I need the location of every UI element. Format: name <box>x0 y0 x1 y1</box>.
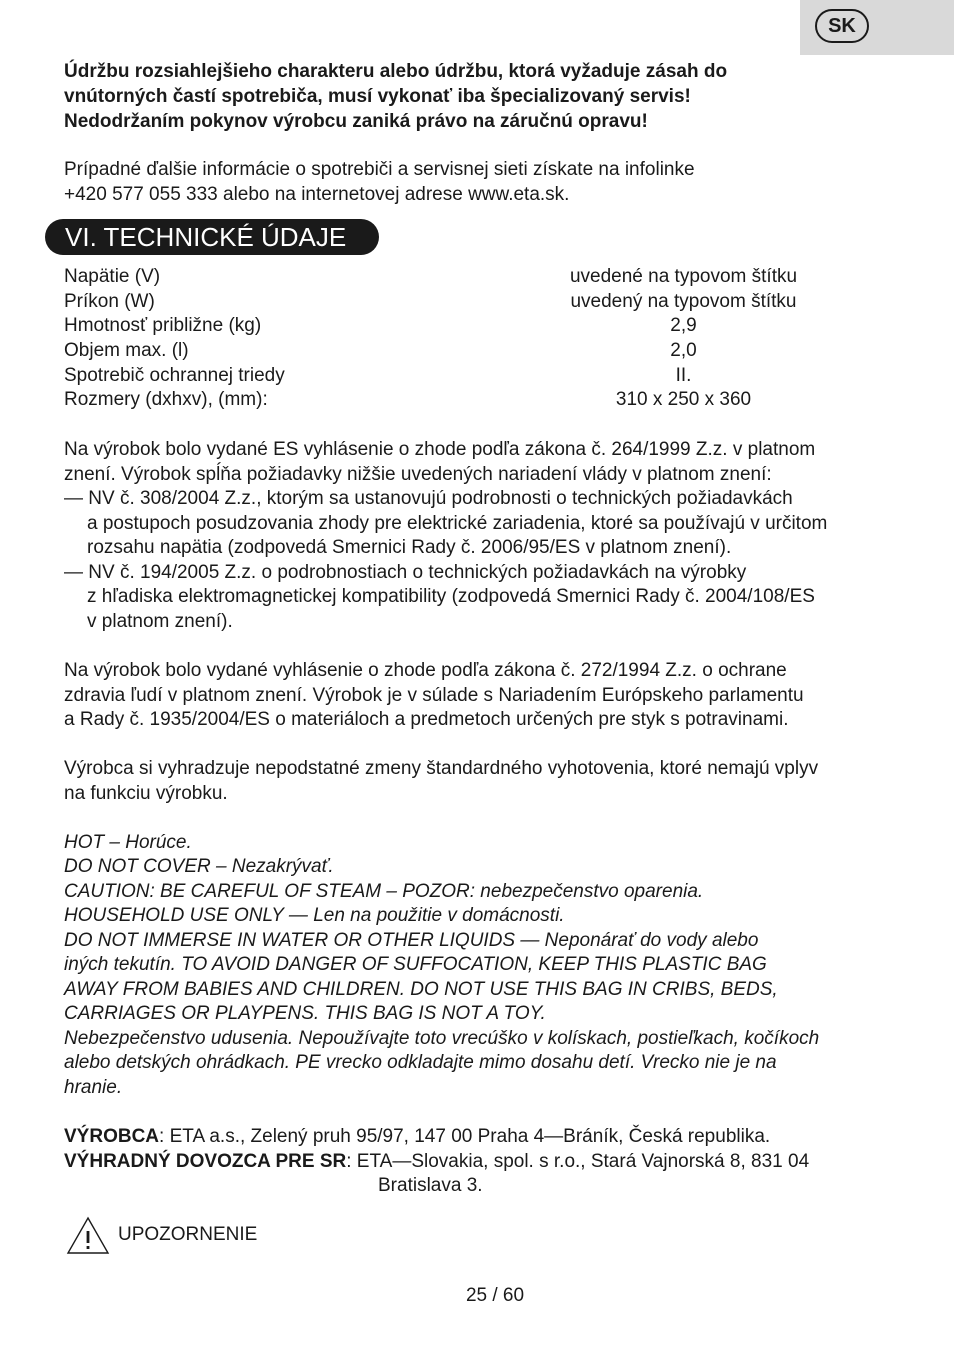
italic-line-11: hranie. <box>64 1077 123 1098</box>
spec-label: Spotrebič ochrannej triedy <box>64 364 285 386</box>
importer-label: VÝHRADNÝ DOVOZCA PRE SR <box>64 1151 347 1172</box>
health-line-3: a Rady č. 1935/2004/ES o materiáloch a predmetoch určených pre styk s potravinami. <box>64 709 789 730</box>
spec-value: 2,9 <box>670 315 697 337</box>
warning-line-1: Údržbu rozsiahlejšieho charakteru alebo údržbu, ktorá vyžaduje zásah do <box>64 61 728 82</box>
spec-label: Hmotnosť približne (kg) <box>64 315 262 337</box>
spec-label: Rozmery (dxhxv), (mm): <box>64 389 268 411</box>
spec-value: uvedený na typovom štítku <box>570 290 797 312</box>
section-heading-text: VI. TECHNICKÉ ÚDAJE <box>65 222 347 252</box>
italic-line-3: CAUTION: BE CAREFUL OF STEAM – POZOR: nebezpečenstvo oparenia. <box>64 881 704 902</box>
importer-text: : ETA—Slovakia, spol. s r.o., Stará Vajnorská 8, 831 04 <box>346 1151 810 1172</box>
manufacturer-line <box>64 1125 770 1150</box>
spec-row <box>64 290 884 315</box>
info-line-1: Prípadné ďalšie informácie o spotrebiči a servisnej sieti získate na infolinke <box>64 159 695 180</box>
es-line-1: Na výrobok bolo vydané ES vyhlásenie o zhode podľa zákona č. 264/1999 Z.z. v platnom <box>64 439 816 460</box>
italic-line-4: HOUSEHOLD USE ONLY — Len na použitie v domácnosti. <box>64 905 565 926</box>
info-line-2: +420 577 055 333 alebo na internetovej adrese www.eta.sk. <box>64 184 570 205</box>
warning-line-3: Nedodržaním pokynov výrobcu zaniká právo na záručnú opravu! <box>64 111 648 132</box>
italic-line-2: DO NOT COVER – Nezakrývať. <box>64 856 334 877</box>
es-line-8: v platnom znení). <box>87 611 233 632</box>
warning-triangle-icon <box>66 1216 110 1256</box>
spec-row <box>64 265 884 290</box>
manufacturer-text: : ETA a.s., Zelený pruh 95/97, 147 00 Praha 4—Bráník, Česká republika. <box>159 1126 771 1147</box>
changes-line-1: Výrobca si vyhradzuje nepodstatné zmeny štandardného vyhotovenia, ktoré nemajú vplyv <box>64 758 819 779</box>
spec-row <box>64 364 884 389</box>
manufacturer-label: VÝROBCA <box>64 1126 160 1147</box>
importer-line <box>64 1150 809 1175</box>
spec-value: 310 x 250 x 360 <box>615 389 752 411</box>
italic-line-6: iných tekutín. TO AVOID DANGER OF SUFFOCATION, KEEP THIS PLASTIC BAG <box>64 954 767 975</box>
language-badge: SK <box>815 9 869 43</box>
changes-line-2: na funkciu výrobku. <box>64 783 228 804</box>
health-line-1: Na výrobok bolo vydané vyhlásenie o zhode podľa zákona č. 272/1994 Z.z. o ochrane <box>64 660 787 681</box>
spec-row <box>64 388 884 413</box>
spec-label: Napätie (V) <box>64 266 161 287</box>
language-tab <box>800 0 954 55</box>
italic-line-8: CARRIAGES OR PLAYPENS. THIS BAG IS NOT A TOY. <box>64 1003 546 1024</box>
specs-table <box>64 265 884 413</box>
es-line-6: — NV č. 194/2005 Z.z. o podrobnostiach o technických požiadavkách na výrobky <box>64 562 747 583</box>
spec-row <box>64 339 884 364</box>
italic-line-9: Nebezpečenstvo udusenia. Nepoužívajte toto vrecúško v kolískach, postieľkach, kočíkoch <box>64 1028 820 1049</box>
warning-label: UPOZORNENIE <box>118 1224 258 1245</box>
italic-line-10: alebo detských ohrádkach. PE vrecko odkladajte mimo dosahu detí. Vrecko nie je na <box>64 1052 777 1073</box>
spec-label: Príkon (W) <box>64 290 155 312</box>
section-heading <box>45 219 379 255</box>
es-line-7: z hľadiska elektromagnetickej kompatibility (zodpovedá Smernici Rady č. 2004/108/ES <box>87 586 815 607</box>
importer-text-cont: Bratislava 3. <box>378 1175 483 1196</box>
es-line-5: rozsahu napätia (zodpovedá Smernici Rady č. 2006/95/ES v platnom znení). <box>87 537 732 558</box>
es-line-4: a postupoch posudzovania zhody pre elektrické zariadenia, ktoré sa používajú v určitom <box>87 513 828 534</box>
es-line-3: — NV č. 308/2004 Z.z., ktorým sa ustanovujú podrobnosti o technických požiadavkách <box>64 488 793 509</box>
spec-label: Objem max. (l) <box>64 340 189 362</box>
italic-line-1: HOT – Horúce. <box>64 832 192 853</box>
spec-value: uvedené na typovom štítku <box>569 266 798 287</box>
italic-line-7: AWAY FROM BABIES AND CHILDREN. DO NOT USE THIS BAG IN CRIBS, BEDS, <box>64 979 778 1000</box>
health-line-2: zdravia ľudí v platnom znení. Výrobok je v súlade s Nariadením Európskeho parlamentu <box>64 685 804 706</box>
spec-row <box>64 314 884 339</box>
es-line-2: znení. Výrobok spĺňa požiadavky nižšie uvedených nariadení vlády v platnom znení: <box>64 464 772 485</box>
spec-value: 2,0 <box>670 340 697 362</box>
page-number: 25 / 60 <box>465 1285 525 1306</box>
spec-value: II. <box>675 364 692 386</box>
italic-line-5: DO NOT IMMERSE IN WATER OR OTHER LIQUIDS — Neponárať do vody alebo <box>64 930 759 951</box>
warning-line-2: vnútorných častí spotrebiča, musí vykonať iba špecializovaný servis! <box>64 86 691 107</box>
